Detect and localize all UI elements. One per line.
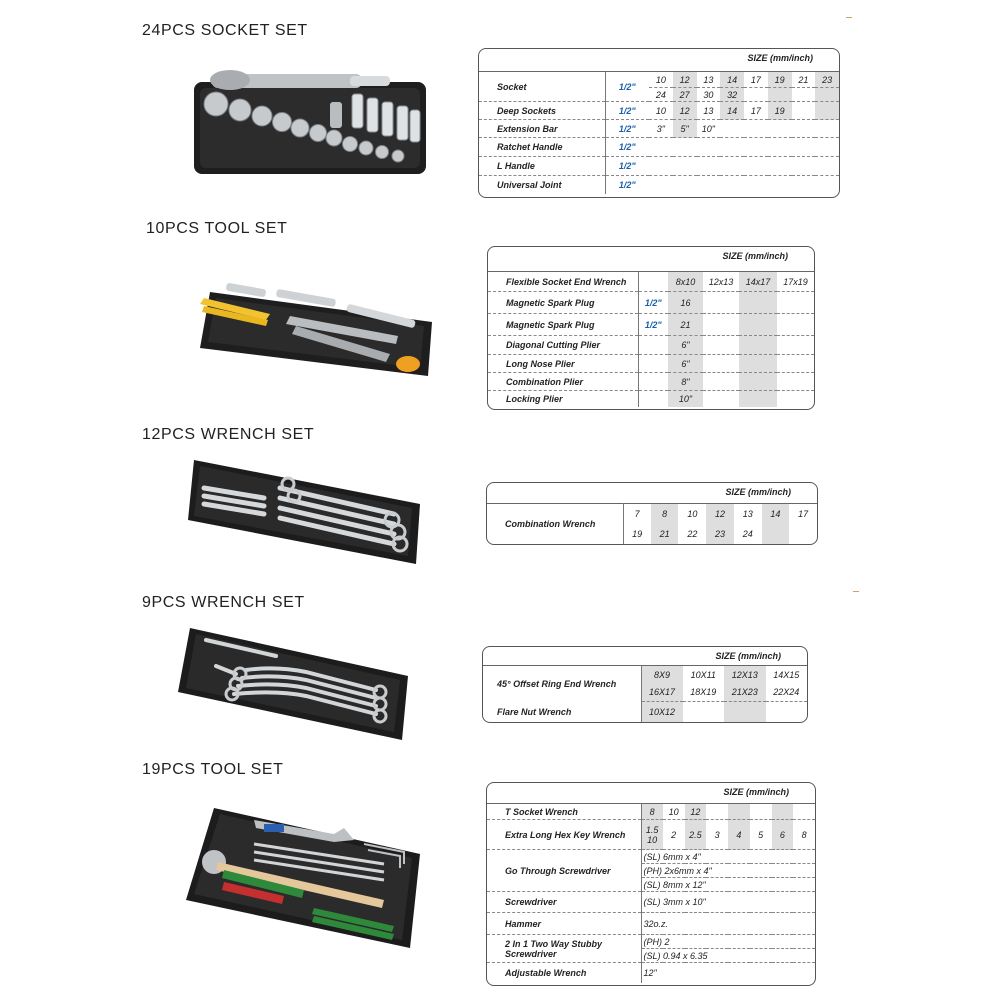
size-cell: 13 — [697, 102, 721, 120]
row-label: Magnetic Spark Plug — [488, 292, 638, 314]
section-title-9pcs-wrench-set: 9PCS WRENCH SET — [142, 594, 305, 611]
size-cell: 12 — [673, 72, 697, 88]
size-cell: 8" — [668, 373, 703, 391]
table-row — [487, 913, 815, 935]
spec-value: (SL) 8mm x 12" — [641, 878, 815, 892]
size-cell: 12 — [706, 504, 734, 524]
size-cell: 5 — [750, 820, 772, 850]
drive-size — [638, 272, 668, 292]
size-cell: 24 — [649, 88, 673, 102]
size-cell: 2.5 — [685, 820, 707, 850]
size-cell: 21X23 — [724, 684, 766, 702]
size-header: SIZE (mm/inch) — [722, 251, 788, 261]
section-title-24pcs-socket-set: 24PCS SOCKET SET — [142, 22, 308, 39]
row-label: Long Nose Plier — [488, 355, 638, 373]
combination-wrench-spec-table — [486, 482, 818, 545]
spec-value: 12" — [643, 967, 657, 978]
row-label: Deep Sockets — [479, 102, 605, 120]
size-cell: 19 — [632, 528, 643, 539]
table-row — [487, 850, 815, 864]
row-label: Socket — [479, 72, 605, 102]
table-row — [488, 373, 814, 391]
size-header: SIZE (mm/inch) — [747, 53, 813, 63]
size-cell: 14x17 — [739, 272, 777, 292]
size-cell: 3" — [649, 120, 673, 138]
spec-grid — [483, 665, 807, 722]
row-label: Go Through Screwdriver — [487, 850, 641, 892]
spec-grid — [487, 503, 817, 544]
size-header: SIZE (mm/inch) — [723, 787, 789, 797]
size-cell: 10 — [663, 804, 685, 820]
row-label: Locking Plier — [506, 393, 563, 404]
size-cell: 7 — [623, 504, 651, 524]
size-cell: 12X13 — [724, 666, 766, 684]
spec-value: (PH) 2 — [641, 935, 815, 949]
size-cell: 6" — [668, 336, 703, 355]
size-cell — [641, 820, 663, 850]
drive-size: 1/2" — [605, 157, 649, 176]
table-row — [487, 804, 815, 820]
drive-size: 1/2" — [605, 72, 649, 102]
table-row — [487, 935, 815, 949]
size-cell: 19 — [768, 72, 792, 88]
size-cell: 14 — [720, 102, 744, 120]
size-cell: 16 — [668, 292, 703, 314]
size-cell: 17 — [744, 72, 768, 88]
table-row — [488, 292, 814, 314]
size-cell: 10X11 — [683, 666, 725, 684]
table-row — [479, 157, 839, 176]
size-cell: 10 — [649, 102, 673, 120]
size-cell: 13 — [697, 72, 721, 88]
drive-size: 1/2" — [605, 138, 649, 157]
row-label: T Socket Wrench — [487, 804, 641, 820]
table-row — [479, 72, 839, 88]
size-cell: 6 — [772, 820, 794, 850]
row-label: Combination Wrench — [487, 504, 623, 544]
spec-value: 32o.z. — [641, 913, 815, 935]
spec-value: (SL) 3mm x 10" — [641, 892, 815, 913]
tool-set-spec-table — [487, 246, 815, 410]
size-header: SIZE (mm/inch) — [715, 651, 781, 661]
offset-wrench-spec-table — [482, 646, 808, 723]
drive-size: 1/2" — [638, 314, 668, 336]
size-cell: 21 — [792, 72, 816, 88]
drive-size — [638, 336, 668, 355]
size-header: SIZE (mm/inch) — [725, 487, 791, 497]
table-row — [479, 120, 839, 138]
table-row — [488, 336, 814, 355]
table-row — [488, 272, 814, 292]
spec-value: (SL) 6mm x 4" — [641, 850, 815, 864]
row-label: Magnetic Spark Plug — [488, 314, 638, 336]
row-label: Universal Joint — [497, 179, 562, 190]
row-label: Diagonal Cutting Plier — [488, 336, 638, 355]
size-cell: 4 — [728, 820, 750, 850]
socket-set-spec-table — [478, 48, 840, 198]
table-row — [483, 666, 807, 684]
size-cell: 22X24 — [766, 684, 808, 702]
size-cell: 23 — [815, 72, 839, 88]
size-cell: 23 — [706, 524, 734, 544]
row-label: Adjustable Wrench — [487, 963, 641, 983]
decorative-tick — [853, 591, 859, 592]
row-label: Extension Bar — [479, 120, 605, 138]
size-cell: 3 — [706, 820, 728, 850]
table-row — [488, 391, 814, 407]
spec-grid — [488, 271, 814, 407]
size-cell: 19 — [768, 102, 792, 120]
table-row — [487, 820, 815, 850]
row-label: Flare Nut Wrench — [483, 702, 641, 722]
size-cell: 8x10 — [668, 272, 703, 292]
decorative-tick — [846, 17, 852, 18]
drive-size: 1/2" — [605, 102, 649, 120]
size-cell: 2 — [663, 820, 685, 850]
size-cell: 10" — [697, 120, 721, 138]
size-cell: 12 — [685, 804, 707, 820]
table-row — [487, 963, 815, 983]
row-label: 2 In 1 Two Way Stubby Screwdriver — [487, 935, 641, 963]
size-cell: 21 — [651, 524, 679, 544]
size-cell: 14 — [720, 72, 744, 88]
drive-size: 1/2" — [638, 292, 668, 314]
size-cell: 21 — [668, 314, 703, 336]
combination-wrench-tray-image — [184, 458, 424, 568]
size-cell: 27 — [673, 88, 697, 102]
drive-size — [638, 391, 668, 407]
section-title-19pcs-tool-set: 19PCS TOOL SET — [142, 761, 284, 778]
size-cell: 32 — [720, 88, 744, 102]
drive-size: 1/2" — [605, 176, 649, 194]
table-row — [479, 176, 839, 194]
drive-size — [638, 373, 668, 391]
table-row — [487, 504, 817, 524]
size-cell: 10 — [649, 72, 673, 88]
row-label: Flexible Socket End Wrench — [488, 272, 638, 292]
tool-set-tray-image — [196, 264, 436, 382]
size-cell: 10" — [668, 391, 703, 407]
spec-grid — [479, 71, 839, 194]
offset-wrench-tray-image — [176, 626, 412, 742]
row-label: Hammer — [487, 913, 641, 935]
size-cell: 18X19 — [683, 684, 725, 702]
row-label: L Handle — [479, 157, 605, 176]
row-label: Extra Long Hex Key Wrench — [487, 820, 641, 850]
table-row — [487, 892, 815, 913]
size-cell: 8 — [793, 820, 815, 850]
spec-grid — [487, 803, 815, 983]
hex-size-extra: 10 — [647, 834, 658, 845]
size-cell: 14 — [762, 504, 790, 524]
drive-size: 1/2" — [605, 120, 649, 138]
size-cell: 10X12 — [641, 702, 683, 722]
table-row — [488, 314, 814, 336]
size-cell: 30 — [697, 88, 721, 102]
row-label: 45° Offset Ring End Wrench — [483, 666, 641, 702]
drive-size — [638, 355, 668, 373]
section-title-12pcs-wrench-set: 12PCS WRENCH SET — [142, 426, 315, 443]
size-cell: 24 — [742, 528, 753, 539]
row-label: Screwdriver — [487, 892, 641, 913]
size-cell: 13 — [734, 504, 762, 524]
size-cell: 17x19 — [777, 272, 814, 292]
spec-value: (SL) 0.94 x 6.35 — [641, 949, 815, 963]
size-cell: 8 — [651, 504, 679, 524]
size-cell: 8X9 — [641, 666, 683, 684]
table-row — [479, 102, 839, 120]
size-cell: 6" — [668, 355, 703, 373]
mixed-tool-spec-table — [486, 782, 816, 986]
size-cell: 22 — [687, 528, 698, 539]
mixed-tool-tray-image — [184, 804, 422, 952]
table-row — [479, 138, 839, 157]
size-cell: 10 — [678, 504, 706, 524]
size-cell: 17 — [789, 504, 817, 524]
socket-set-tray-image — [190, 62, 430, 180]
size-cell: 14X15 — [766, 666, 808, 684]
table-row — [483, 702, 807, 722]
size-cell: 8 — [641, 804, 663, 820]
size-cell: 16X17 — [641, 684, 683, 702]
size-cell: 12x13 — [703, 272, 739, 292]
spec-value: (PH) 2x6mm x 4" — [641, 864, 815, 878]
section-title-10pcs-tool-set: 10PCS TOOL SET — [146, 220, 288, 237]
row-label: Combination Plier — [488, 373, 638, 391]
hex-size-value: 1.5 — [645, 824, 659, 835]
table-row — [488, 355, 814, 373]
row-label: Ratchet Handle — [479, 138, 605, 157]
size-cell: 17 — [744, 102, 768, 120]
size-cell: 5" — [673, 120, 697, 138]
size-cell: 12 — [673, 102, 697, 120]
